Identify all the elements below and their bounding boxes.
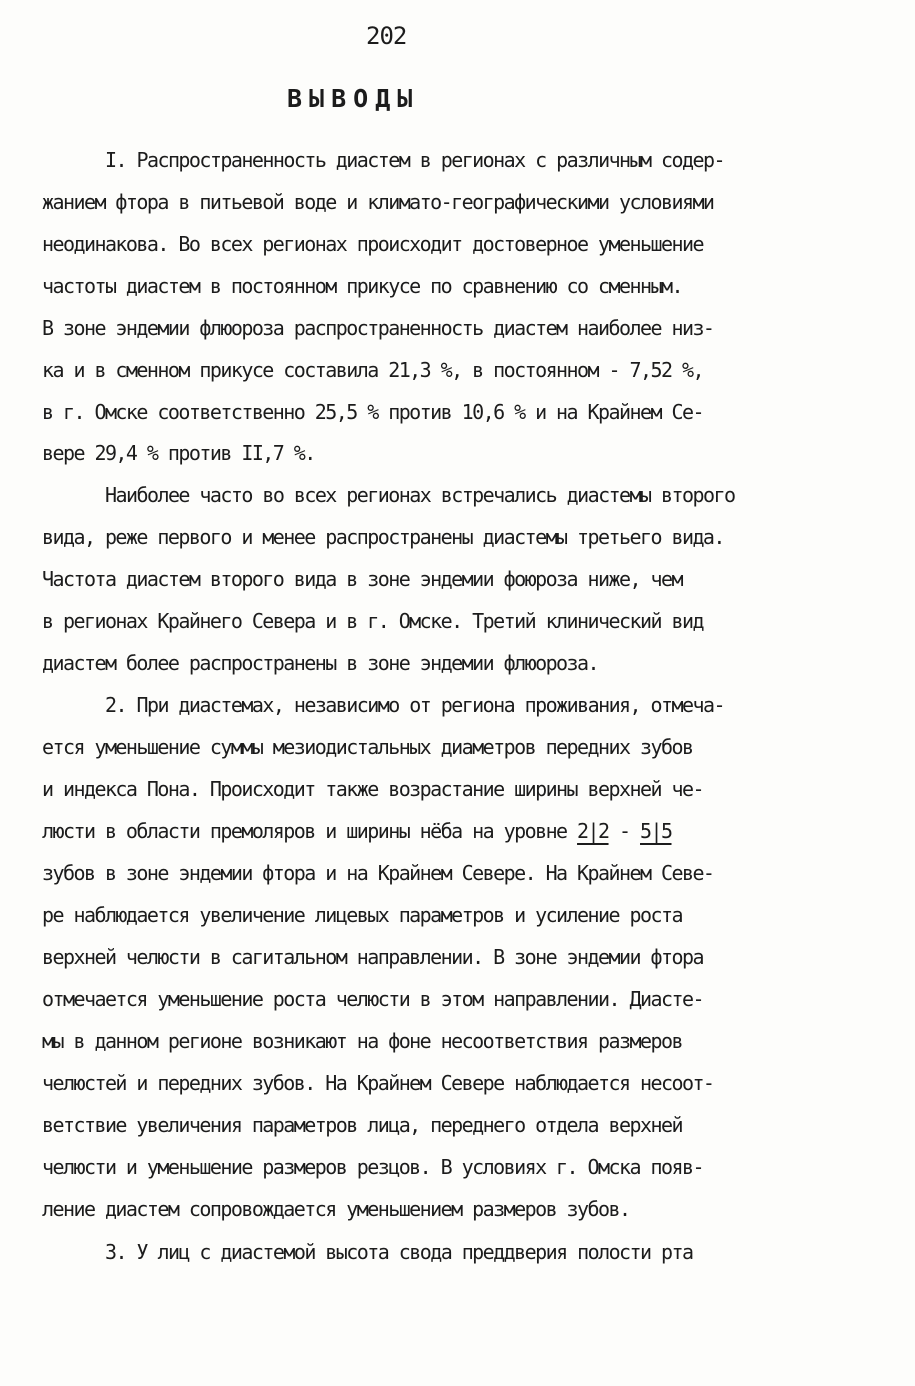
text-line [42,274,682,298]
line-text: челюстей и передних зубов. На Крайнем Севере наблюдается несоот- [42,1071,714,1095]
text-line [105,693,724,717]
text-line [105,148,724,172]
line-text: Наиболее часто во всех регионах встречались диастемы второго [105,483,735,507]
line-text: и индекса Пона. Происходит также возрастание ширины верхней че- [42,777,703,801]
text-line [105,483,734,507]
line-text: ление диастем сопровождается уменьшением размеров зубов. [42,1197,630,1221]
line-text: ре наблюдается увеличение лицевых параметров и усиление роста [42,903,682,927]
line-text: ется уменьшение суммы мезиодистальных диаметров передних зубов [42,735,693,759]
text-line [42,651,598,675]
tooth-formula: 5|5 [640,819,672,843]
text-line [105,1240,693,1264]
line-text: вида, реже первого и менее распространены диастемы третьего вида. [42,525,724,549]
line-text: в г. Омске соответственно 25,5 % против 10,6 % и на Крайнем Се- [42,400,703,424]
line-text: зубов в зоне эндемии фтора и на Крайнем Севере. На Крайнем Севе- [42,861,714,885]
line-text: вере 29,4 % против II,7 %. [42,441,315,465]
text-line [42,400,703,424]
line-text: ветствие увеличения параметров лица, переднего отдела верхней [42,1113,682,1137]
line-text: жанием фтора в питьевой воде и климато-географическими условиями [42,190,714,214]
text-line [42,861,713,885]
formula-separator: - [608,819,641,843]
text-line [42,777,703,801]
line-text: мы в данном регионе возникают на фоне несоответствия размеров [42,1029,682,1053]
line-text: челюсти и уменьшение размеров резцов. В условиях г. Омска появ- [42,1155,703,1179]
line-text: диастем более распространены в зоне эндемии флюороза. [42,651,599,675]
text-line [42,1113,682,1137]
text-line [42,903,682,927]
text-line [42,945,703,969]
text-line [42,1071,713,1095]
line-text: Частота диастем второго вида в зоне эндемии фоюроза ниже, чем [42,567,682,591]
line-text: люсти в области премоляров и ширины нёба на уровне [42,819,578,843]
text-line [42,735,692,759]
line-text: неодинакова. Во всех регионах происходит достоверное уменьшение [42,232,703,256]
line-text: ка и в сменном прикусе составила 21,3 %, в постоянном - 7,52 %, [42,358,703,382]
text-line [42,316,713,340]
line-text: частоты диастем в постоянном прикусе по сравнению со сменным. [42,274,682,298]
line-text: 2. При диастемах, независимо от региона проживания, отмеча- [105,693,724,717]
text-line [42,1029,682,1053]
text-line [42,441,315,465]
text-line [42,609,703,633]
text-line [42,525,724,549]
text-line [42,567,682,591]
text-line [42,232,703,256]
tooth-formula: 2|2 [577,819,609,843]
line-text: 3. У лиц с диастемой высота свода преддверия полости рта [105,1240,693,1264]
text-line [42,1155,703,1179]
line-text: в регионах Крайнего Севера и в г. Омске. Третий клинический вид [42,609,703,633]
section-heading: ВЫВОДЫ [287,84,420,113]
line-text: В зоне эндемии флюороза распространенность диастем наиболее низ- [42,316,714,340]
line-text: I. Распространенность диастем в регионах с различным содер- [105,148,724,172]
line-text: верхней челюсти в сагитальном направлении. В зоне эндемии фтора [42,945,703,969]
text-line [42,819,672,843]
text-line [42,190,713,214]
page-number: 202 [366,22,407,50]
text-line [42,1197,630,1221]
line-text: отмечается уменьшение роста челюсти в этом направлении. Диасте- [42,987,703,1011]
text-line [42,987,703,1011]
text-line [42,358,703,382]
